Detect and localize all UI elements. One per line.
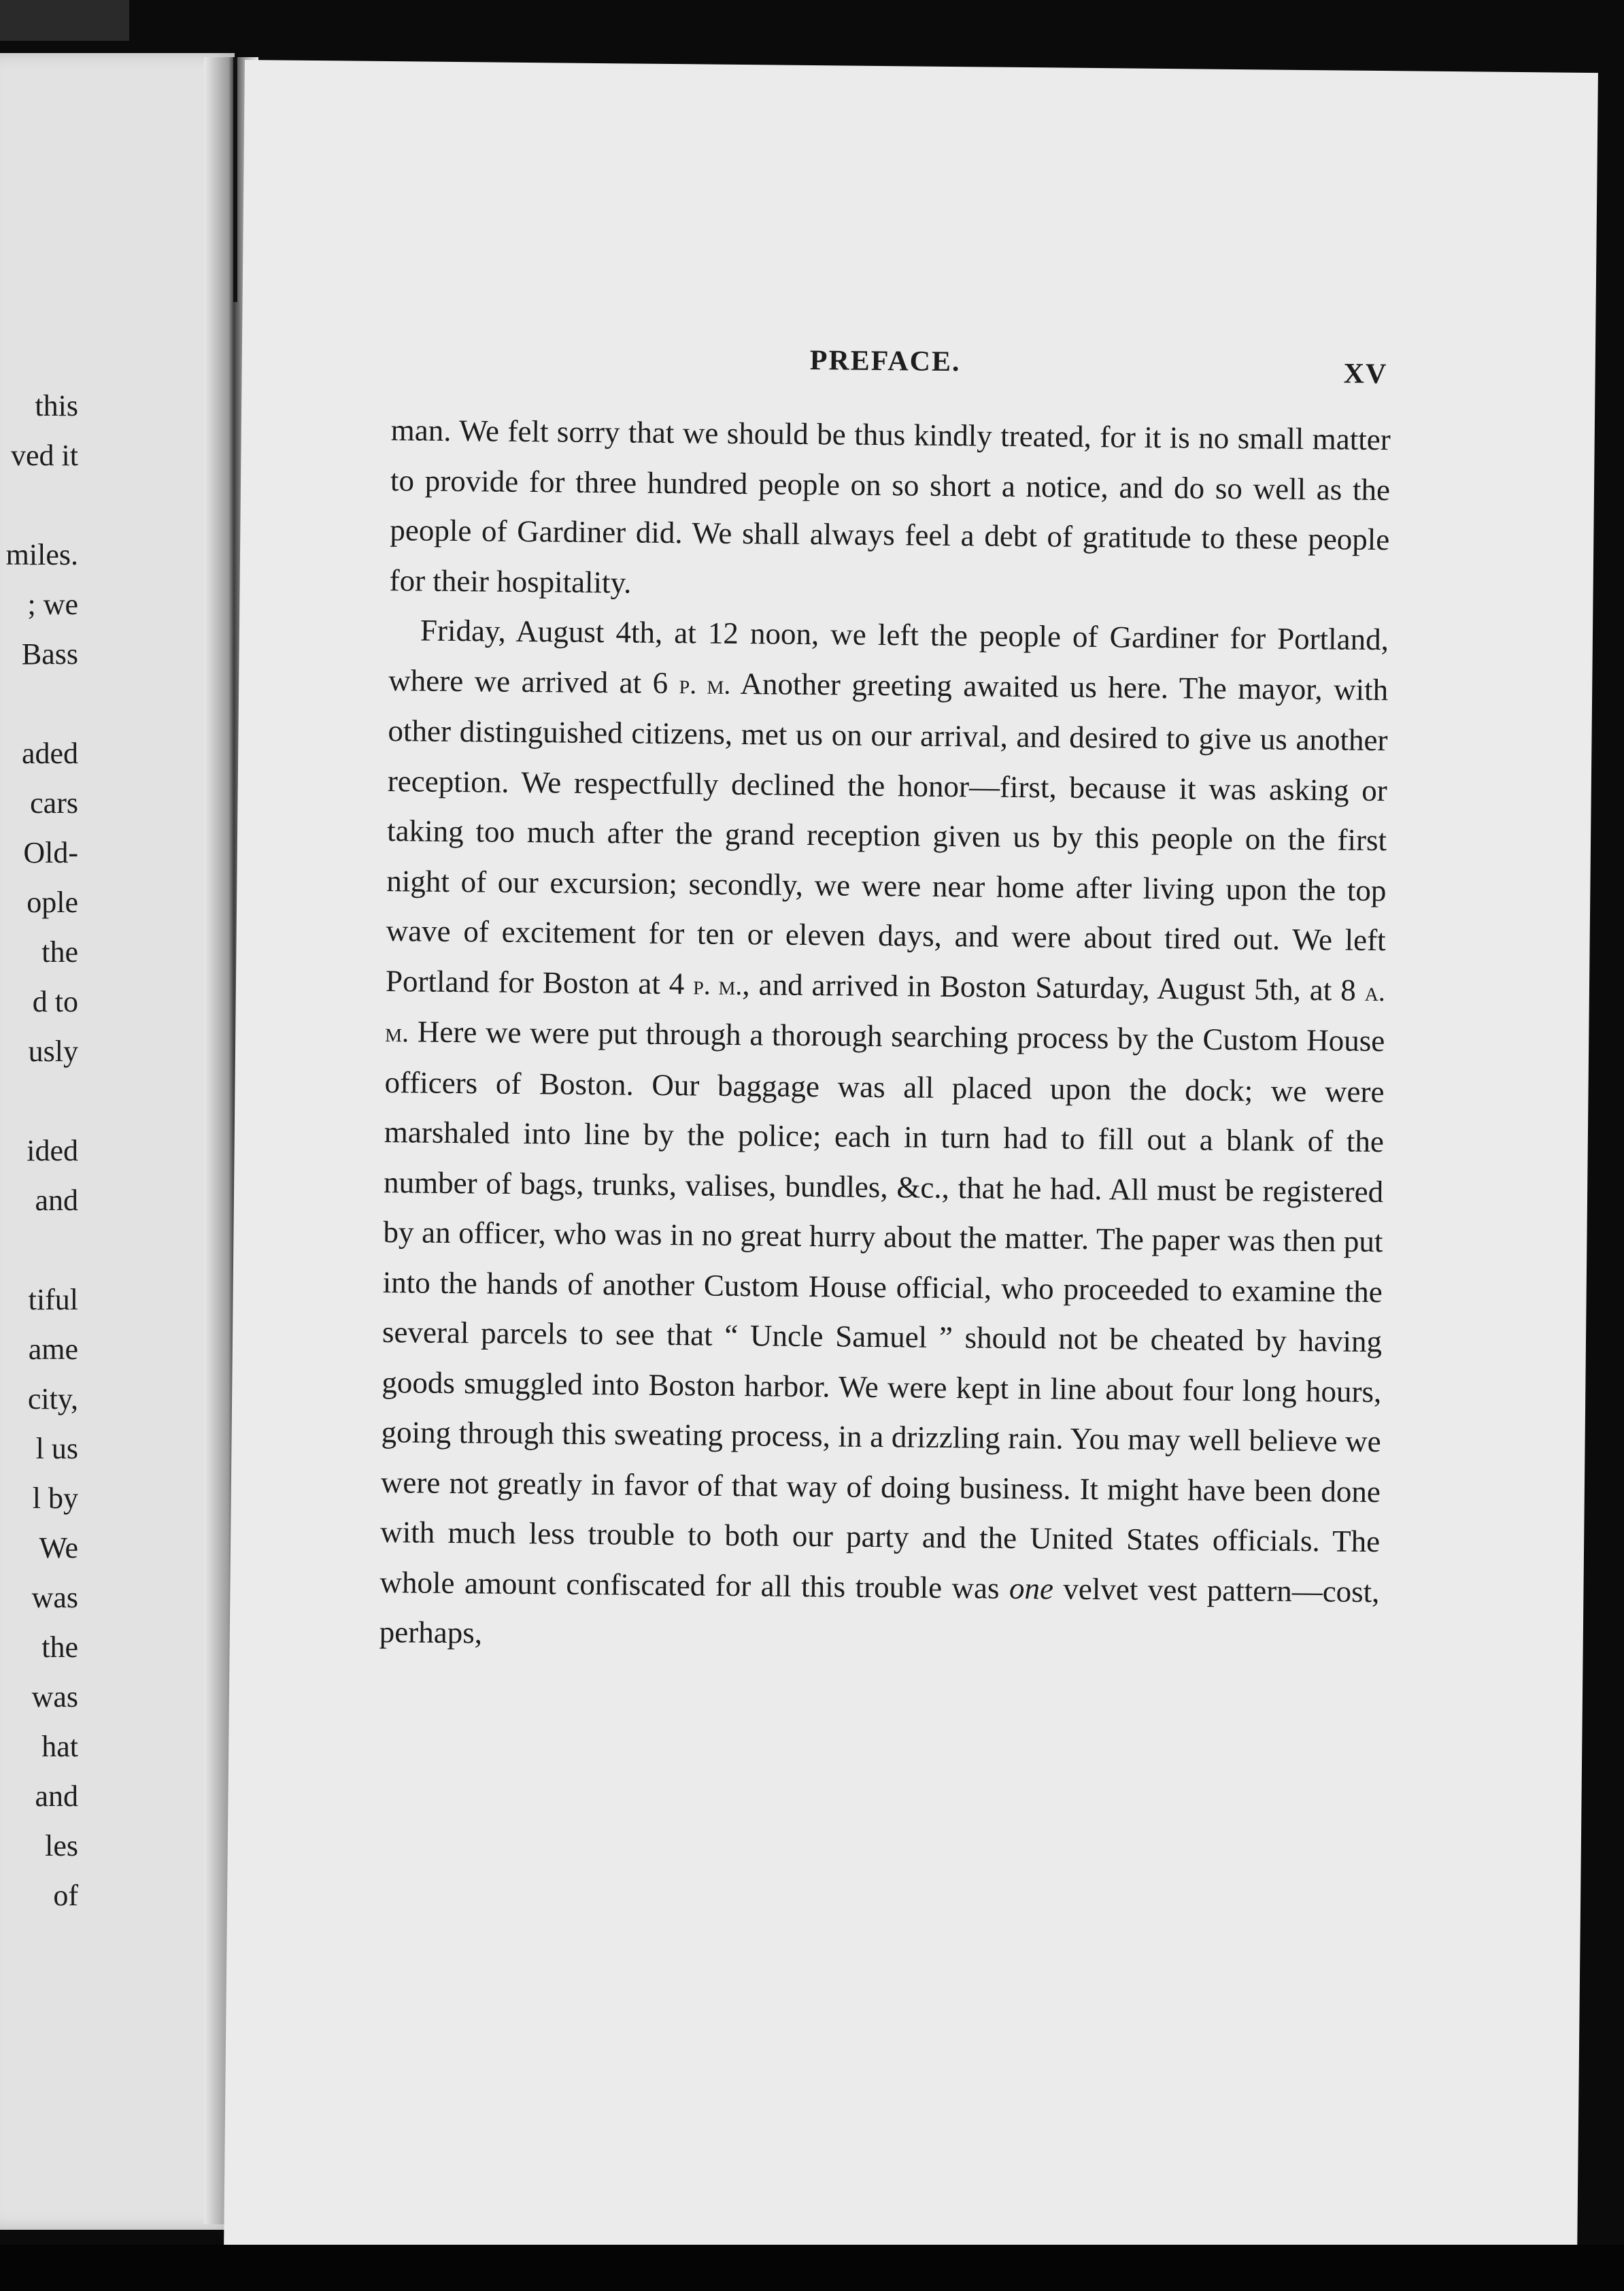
left-page-fragment xyxy=(0,679,231,729)
left-page-fragment: les xyxy=(45,1829,78,1862)
paragraph-2 xyxy=(379,605,1389,1667)
left-page-fragment: tiful xyxy=(28,1283,78,1316)
right-page xyxy=(224,60,1598,2267)
time-pm-2: p. m. xyxy=(693,969,743,1001)
left-page-fragment: this xyxy=(35,389,78,422)
scan-corner-tab xyxy=(0,0,129,41)
body-text xyxy=(379,405,1391,1667)
left-page-fragment: Old- xyxy=(23,836,78,869)
running-header xyxy=(242,339,1595,390)
left-page-fragment: and xyxy=(35,1184,78,1217)
left-page-fragment: and xyxy=(35,1779,78,1813)
left-page-fragment: ided xyxy=(27,1134,78,1167)
left-page-fragment: ame xyxy=(28,1333,78,1366)
left-page-fragment: the xyxy=(41,935,78,969)
p2-segment-d: Here we were put through a thorough searching process by the Custom House officers of Boston. Our baggage was all placed upon the dock; we were marshaled into line by the police; each in turn had to fill out a blank of the number of bags, trunks, valises, bundles, &c., that he had. All must be registered by an officer, who was in no great hurry about the matter. The paper was then put into the hands of another Custom House official, who proceeded to examine the several parcels to see that “ Uncle Samuel ” should not be cheated by having goods smuggled into Boston harbor. We were kept in line about four long hours, going through this sweating process, in a drizzling rain. You may well believe we were not greatly in favor of that way of doing business. It might have been done with much less trouble to both our party and the United States officials. The whole amount confiscated for all this trouble was xyxy=(379,1014,1385,1605)
left-page-fragment: cars xyxy=(30,786,78,820)
left-page-fragment: of xyxy=(53,1879,78,1912)
left-page-fragment: We xyxy=(39,1531,78,1565)
left-page-fragment: city, xyxy=(27,1382,78,1416)
left-page-fragment: Bass xyxy=(21,637,78,671)
left-page-fragment: miles. xyxy=(5,538,78,571)
scan-bottom-border xyxy=(0,2245,1624,2291)
p2-segment-c: , and arrived in Boston Saturday, August 5th, at 8 xyxy=(742,967,1365,1007)
left-page-fragment: was xyxy=(31,1581,78,1614)
page-title: PREFACE. xyxy=(809,344,961,378)
left-page-fragment xyxy=(0,1225,231,1275)
p2-segment-a: Friday, August 4th, at 12 noon, we left the people of Gardiner for Portland, where we arrived at 6 xyxy=(388,613,1389,700)
p2-segment-b: Another greeting awaited us here. The mayor, with other distinguished citizens, met us on our arrival, and desired to give us another reception. We respectfully declined the honor—first, because it was asking or taking too much after the grand reception given us by this people on the first night of our excursion; secondly, we were near home after living upon the top wave of excitement for ten or eleven days, and were about tired out. We left Portland for Boston at 4 xyxy=(385,666,1389,1001)
time-am: a. m. xyxy=(385,975,1386,1048)
paragraph-1: man. We felt sorry that we should be thus kindly treated, for it is no small matter to provide for three hundred people on so short a notice, and do so well as the people of Gardiner did. We shall always feel a debt of gratitude to these people for their hospitality. xyxy=(389,413,1391,599)
left-page-fragment: l by xyxy=(32,1482,78,1515)
left-page-fragment: l us xyxy=(35,1432,78,1465)
left-page-fragment: was xyxy=(31,1680,78,1713)
left-page-fragment: d to xyxy=(32,985,78,1018)
time-pm-1: p. m. xyxy=(679,668,731,700)
left-page-fragment xyxy=(0,1076,231,1126)
p2-segment-e: velvet vest pattern—cost, perhaps, xyxy=(379,1571,1380,1650)
left-page-fragment: ople xyxy=(27,886,78,919)
left-page-fragment: ved it xyxy=(11,439,78,472)
left-page-edge-text xyxy=(0,381,231,1920)
italic-one: one xyxy=(1009,1571,1054,1606)
left-page-fragment: the xyxy=(41,1631,78,1664)
left-page-fragment: ; we xyxy=(27,588,78,621)
left-page-fragment: aded xyxy=(21,737,78,770)
left-page-fragment xyxy=(0,480,231,530)
gutter-shadow-line xyxy=(233,57,237,302)
left-page-fragment: usly xyxy=(28,1035,78,1068)
page-number: XV xyxy=(1343,358,1388,390)
left-page-fragment: hat xyxy=(41,1730,78,1763)
